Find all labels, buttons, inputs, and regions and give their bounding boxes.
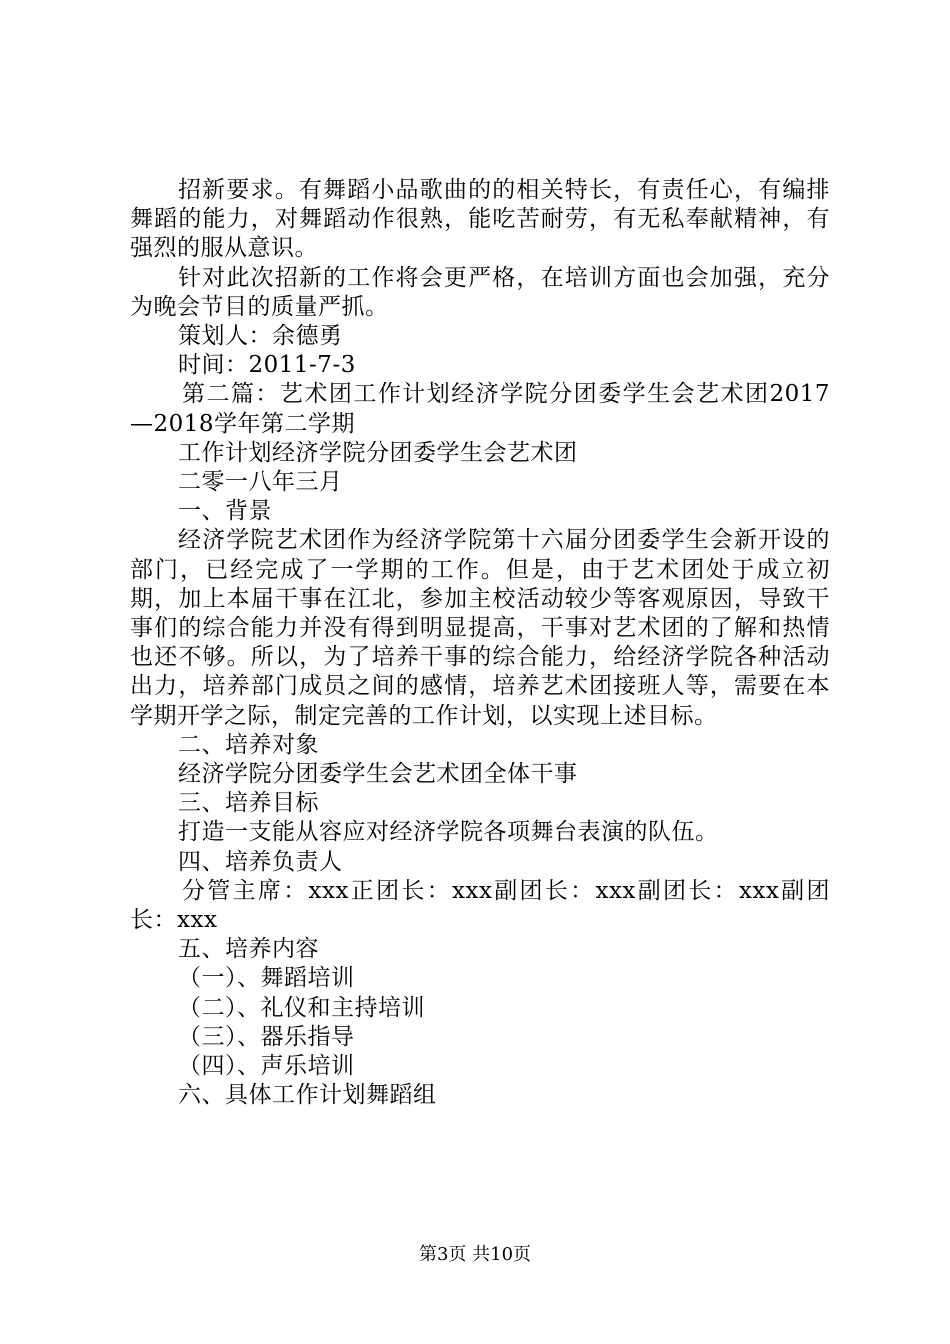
section-heading: 二、培养对象: [178, 731, 319, 758]
section-heading: 五、培养内容: [178, 936, 319, 963]
section-heading: 一、背景: [178, 498, 272, 525]
paragraph: 经济学院分团委学生会艺术团全体干事: [178, 761, 578, 788]
page-number: 第3页 共10页: [418, 1244, 532, 1265]
paragraph: 二零一八年三月: [178, 469, 343, 496]
section-heading: 三、培养目标: [178, 790, 319, 817]
section-heading: 四、培养负责人: [178, 848, 343, 875]
section-heading: 六、具体工作计划舞蹈组: [178, 1082, 437, 1109]
paragraph: 策划人：余德勇: [178, 323, 343, 350]
paragraph: 打造一支能从容应对经济学院各项舞台表演的队伍。: [178, 819, 719, 846]
list-item: （一）、舞蹈培训: [178, 965, 355, 992]
paragraph: 分管主席：xxx正团长：xxx副团长：xxx副团长：xxx副团长：xxx: [130, 877, 830, 934]
document-body: [130, 176, 830, 1111]
paragraph: 工作计划经济学院分团委学生会艺术团: [178, 439, 578, 466]
paragraph: 招新要求。有舞蹈小品歌曲的的相关特长，有责任心，有编排舞蹈的能力，对舞蹈动作很熟，能吃苦耐劳，有无私奉献精神，有强烈的服从意识。: [130, 177, 830, 262]
list-item: （二）、礼仪和主持培训: [178, 994, 425, 1021]
section-heading: 第二篇：艺术团工作计划经济学院分团委学生会艺术团2017—2018学年第二学期: [130, 381, 830, 437]
list-item: （四）、声乐培训: [178, 1053, 355, 1080]
list-item: （三）、器乐指导: [178, 1023, 355, 1050]
paragraph: 经济学院艺术团作为经济学院第十六届分团委学生会新开设的部门，已经完成了一学期的工作。但是，由于艺术团处于成立初期，加上本届干事在江北，参加主校活动较少等客观原因，导致干事们的综合能力并没有得到明显提高，干事对艺术团的了解和热情也还不够。所以，为了培养干事的综合能力，给经济学院各种活动出力，培养部门成员之间的感情，培养艺术团接班人等，需要在本学期开学之际，制定完善的工作计划，以实现上述目标。: [130, 527, 830, 729]
paragraph: 针对此次招新的工作将会更严格，在培训方面也会加强，充分为晚会节目的质量严抓。: [130, 264, 830, 320]
paragraph: 时间：2011-7-3: [178, 352, 356, 379]
